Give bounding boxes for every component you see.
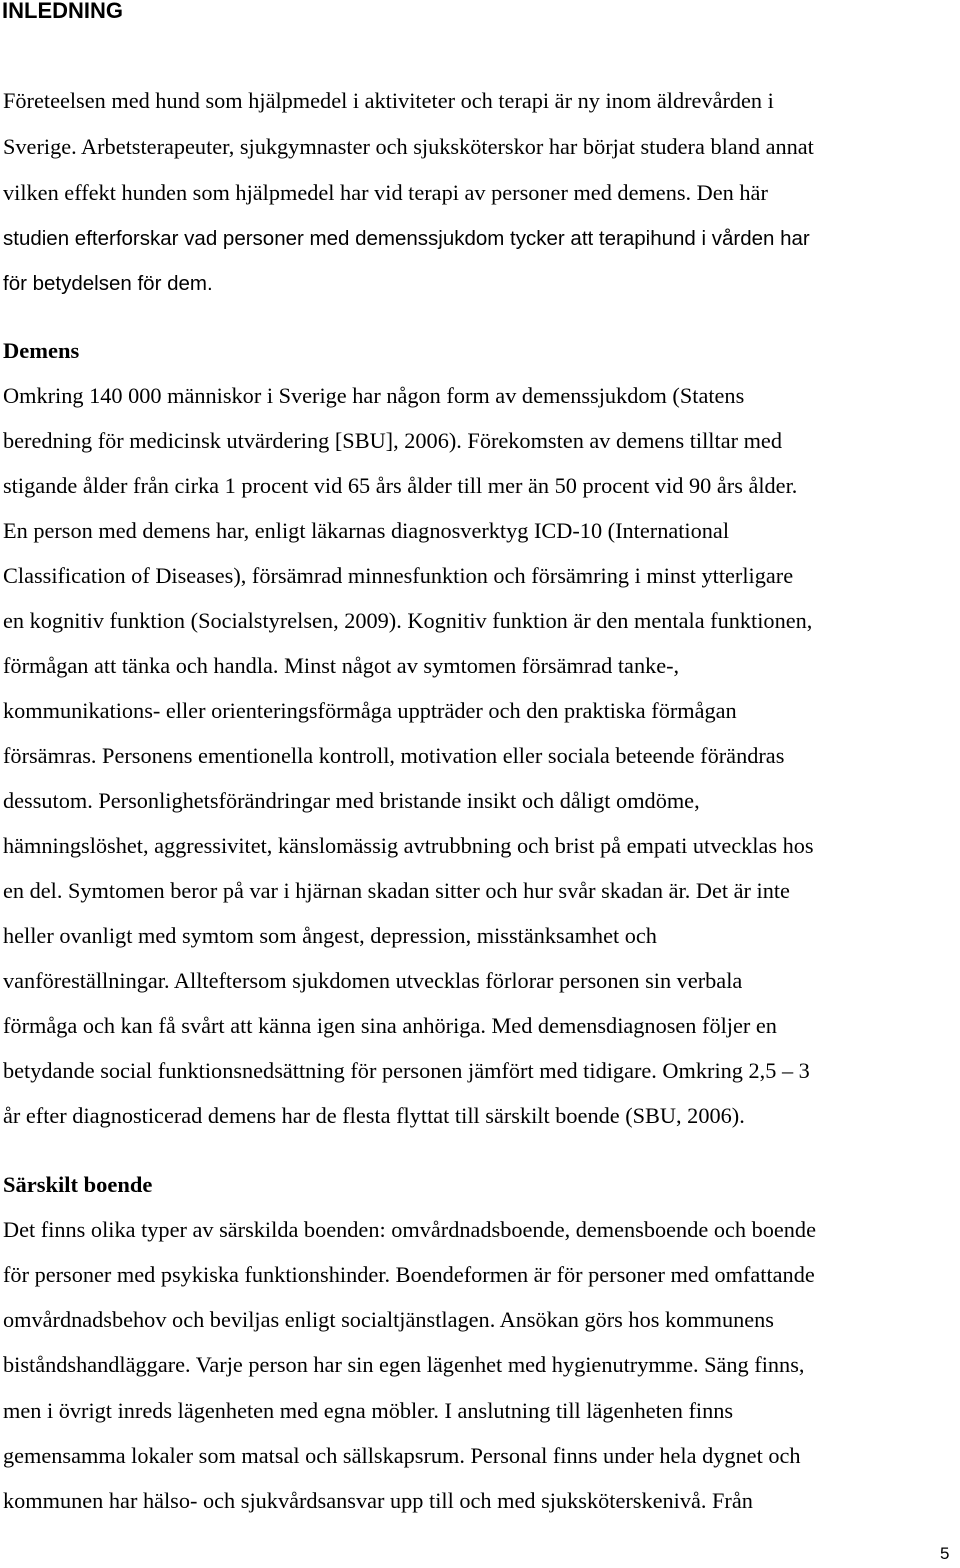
- page-number: 5: [940, 1544, 950, 1563]
- demens-line-14: vanföreställningar. Allteftersom sjukdomen utvecklas förlorar personen sin verbala: [3, 968, 743, 993]
- demens-line-2: beredning för medicinsk utvärdering [SBU], 2006). Förekomsten av demens tilltar med: [3, 428, 782, 453]
- section-heading-demens: Demens: [3, 338, 80, 363]
- demens-line-1: Omkring 140 000 människor i Sverige har någon form av demenssjukdom (Statens: [3, 383, 745, 408]
- demens-line-17: år efter diagnosticerad demens har de flesta flyttat till särskilt boende (SBU, 2006).: [3, 1103, 745, 1128]
- boende-line-5: men i övrigt inreds lägenheten med egna möbler. I anslutning till lägenheten finns: [3, 1398, 734, 1423]
- intro-line-5: för betydelsen för dem.: [3, 272, 213, 295]
- demens-line-13: heller ovanligt med symtom som ångest, depression, misstänksamhet och: [3, 923, 657, 948]
- demens-line-15: förmåga och kan få svårt att känna igen sina anhöriga. Med demensdiagnosen följer en: [3, 1013, 777, 1038]
- boende-line-1: Det finns olika typer av särskilda boenden: omvårdnadsboende, demensboende och boende: [3, 1217, 816, 1242]
- intro-line-2: Sverige. Arbetsterapeuter, sjukgymnaster och sjuksköterskor har börjat studera bland annat: [3, 134, 814, 159]
- demens-line-8: kommunikations- eller orienteringsförmåga uppträder och den praktiska förmågan: [3, 698, 737, 723]
- boende-line-2: för personer med psykiska funktionshinder. Boendeformen är för personer med omfattande: [3, 1262, 815, 1287]
- demens-line-6: en kognitiv funktion (Socialstyrelsen, 2009). Kognitiv funktion är den mentala funktionen,: [3, 608, 813, 633]
- demens-line-5: Classification of Diseases), försämrad minnesfunktion och försämring i minst ytterligare: [3, 563, 794, 588]
- boende-line-7: kommunen har hälso- och sjukvårdsansvar upp till och med sjuksköterskenivå. Från: [3, 1488, 753, 1513]
- demens-line-10: dessutom. Personlighetsförändringar med bristande insikt och dåligt omdöme,: [3, 788, 700, 813]
- intro-line-1: Företeelsen med hund som hjälpmedel i aktiviteter och terapi är ny inom äldrevården i: [3, 88, 774, 113]
- intro-line-4: studien efterforskar vad personer med demenssjukdom tycker att terapihund i vården har: [3, 227, 810, 250]
- boende-line-6: gemensamma lokaler som matsal och sällskapsrum. Personal finns under hela dygnet och: [3, 1443, 801, 1468]
- demens-line-4: En person med demens har, enligt läkarnas diagnosverktyg ICD-10 (International: [3, 518, 730, 543]
- section-heading-boende: Särskilt boende: [3, 1172, 153, 1197]
- demens-line-12: en del. Symtomen beror på var i hjärnan skadan sitter och hur svår skadan är. Det är inte: [3, 878, 790, 903]
- intro-line-3: vilken effekt hunden som hjälpmedel har vid terapi av personer med demens. Den här: [3, 180, 768, 205]
- demens-line-16: betydande social funktionsnedsättning för personen jämfört med tidigare. Omkring 2,5 – 3: [3, 1058, 810, 1083]
- demens-line-11: hämningslöshet, aggressivitet, känslomässig avtrubbning och brist på empati utvecklas hos: [3, 833, 814, 858]
- demens-line-3: stigande ålder från cirka 1 procent vid 65 års ålder till mer än 50 procent vid 90 års ålder.: [3, 473, 798, 498]
- demens-line-9: försämras. Personens ementionella kontroll, motivation eller sociala beteende förändras: [3, 743, 785, 768]
- demens-line-7: förmågan att tänka och handla. Minst något av symtomen försämrad tanke-,: [3, 653, 680, 678]
- page-title: INLEDNING: [2, 0, 123, 23]
- boende-line-3: omvårdnadsbehov och beviljas enligt socialtjänstlagen. Ansökan görs hos kommunens: [3, 1307, 774, 1332]
- boende-line-4: biståndshandläggare. Varje person har sin egen lägenhet med hygienutrymme. Säng finns,: [3, 1352, 805, 1377]
